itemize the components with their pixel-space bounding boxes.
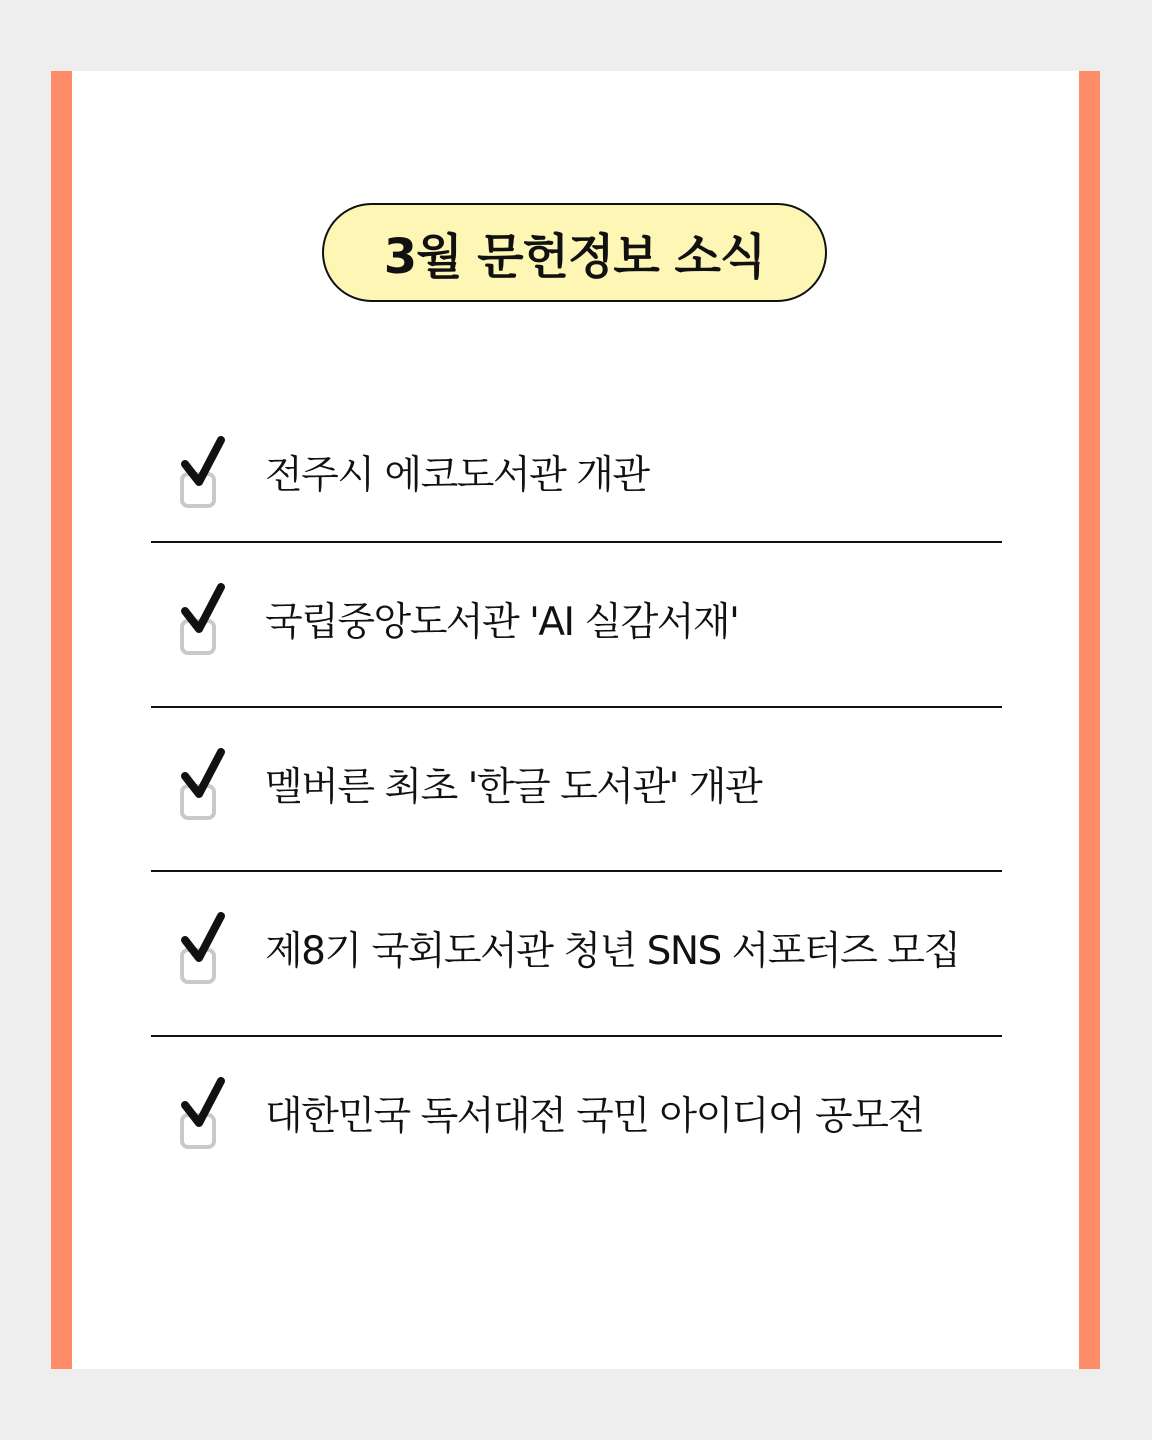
- title-badge: [322, 203, 827, 302]
- list-item-text: 대한민국 독서대전 국민 아이디어 공모전: [265, 1093, 924, 1139]
- list-item-text: 전주시 에코도서관 개관: [265, 453, 649, 498]
- checkmark-icon: [177, 746, 229, 802]
- news-card: [51, 71, 1100, 1369]
- list-item: [151, 1037, 1002, 1200]
- list-item-text: 멜버른 최초 '한글 도서관' 개관: [265, 764, 762, 810]
- checkmark-icon: [177, 910, 229, 966]
- checkmark-icon: [177, 1075, 229, 1131]
- page-title: 3월 문헌정보 소식: [383, 229, 766, 285]
- list-item-text: 제8기 국회도서관 청년 SNS 서포터즈 모집: [265, 929, 960, 974]
- right-accent-bar: [1079, 71, 1100, 1369]
- list-item: [151, 394, 1002, 541]
- news-list: [151, 394, 1002, 1199]
- list-item: [151, 872, 1002, 1035]
- list-item-text: 국립중앙도서관 'AI 실감서재': [265, 600, 739, 645]
- left-accent-bar: [51, 71, 72, 1369]
- list-item: [151, 543, 1002, 706]
- list-item: [151, 708, 1002, 871]
- checkmark-icon: [177, 581, 229, 637]
- checkmark-icon: [177, 434, 229, 490]
